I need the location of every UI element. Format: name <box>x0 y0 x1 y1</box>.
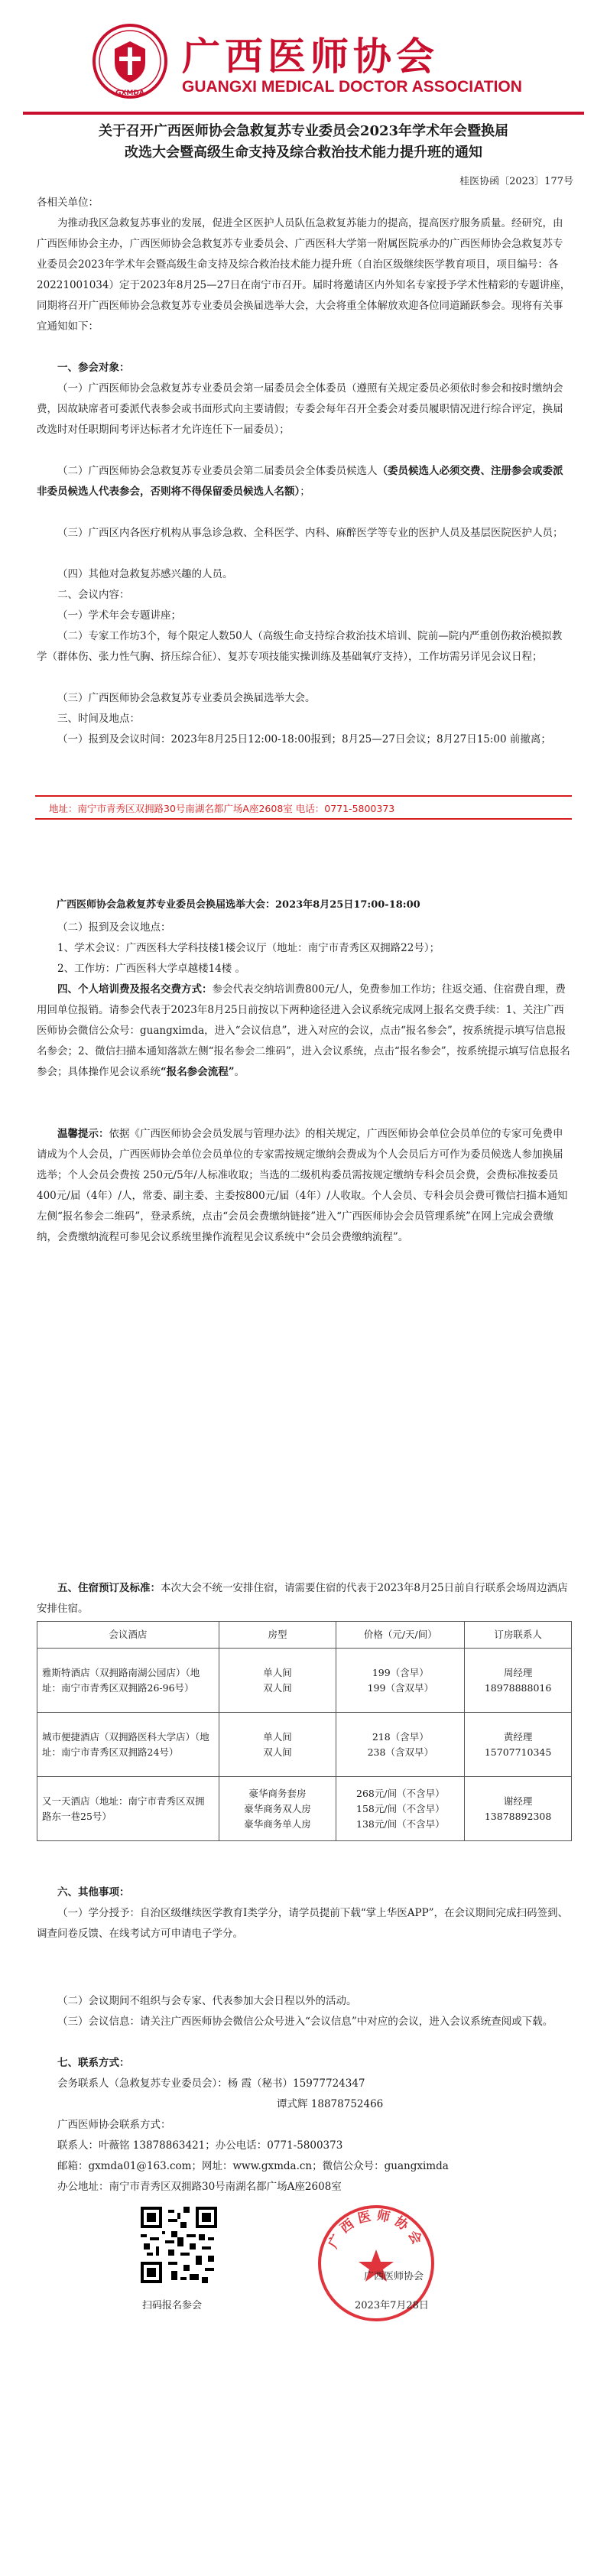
section-2-heading: 二、会议内容： <box>57 589 130 601</box>
room-contact: 周经理 18978888016 <box>465 1649 572 1713</box>
hotel-name: 又一天酒店（地址：南宁市青秀区双拥路东一巷25号） <box>37 1777 219 1841</box>
qr-label: 扫码报名参会 <box>142 2300 203 2311</box>
section-5-heading: 五、住宿预订及标准： <box>57 1582 161 1594</box>
room-price: 218（含早） 238（含双早） <box>336 1713 465 1777</box>
letterhead <box>92 23 520 106</box>
section-2-item-2: （二）专家工作坊3个，每个限定人数50人（高级生命支持综合救治技术培训、院前—院内严重创伤救治模拟教学（群体伤、张力性气胸、挤压综合征）、复苏专项技能实操训练及基础氧疗支持），工作坊需另详见会议日程； <box>37 630 563 663</box>
section-3-item-1: （一）报到及会议时间：2023年8月25日12:00-18:00报到；8月25—27日会议；8月27日15:00 前撤离； <box>57 733 551 746</box>
room-contact: 谢经理 13878892308 <box>465 1777 572 1841</box>
section-5 <box>37 1578 572 1619</box>
hotel-name: 城市便捷酒店（双拥路医科大学店）（地址：南宁市青秀区双拥路24号） <box>37 1713 219 1777</box>
section-4-end: 。 <box>234 1066 245 1078</box>
notice-label: 温馨提示： <box>57 1128 109 1140</box>
seal-ring-text: 广西医师协会 <box>326 2207 427 2251</box>
venue-academic: 1、学术会议：广西医科大学科技楼1楼会议厅（地址：南宁市青秀区双拥路22号）； <box>57 942 440 954</box>
contact-address: 办公地址：南宁市青秀区双拥路30号南湖名都广场A座2608室 <box>57 2181 342 2193</box>
signature-org: 广西医师协会 <box>364 2271 424 2282</box>
contact-person: 联系人：叶薇铭 13878863421；办公电话：0771-5800373 <box>57 2139 343 2152</box>
section-4-text: 参会代表交纳培训费800元/人，免费参加工作坊；往返交通、住宿费自理，费用回单位报销。请参会代表于2023年8月25日前按以下两种途径进入会议系统完成网上报名交费手续：1、关注广西医师协会微信公众号：guangximda，进入“会议信息”，进入对应的会议，点击“报名参会”，按系统提示填写信息报名参会；2、微信扫描本通知落款左侧“报名参会二维码”，进入会议系统，点击“报名参会”，按系统提示填写信息报名参会；具体操作见会议系统 <box>37 983 570 1078</box>
section-3-heading: 三、时间及地点： <box>57 713 140 725</box>
section-6-item-2: （二）会议期间不组织与会专家、代表参加大会日程以外的活动。 <box>57 1995 357 2007</box>
notice-paragraph <box>37 1124 572 1248</box>
room-price: 199（含早） 199（含双早） <box>336 1649 465 1713</box>
s1-2-bold: （委员候选人必须交费、注册参会或委派非委员候选人代表参会，否则将不得保留委员候选人名额） <box>37 465 563 498</box>
section-4-flow: “报名参会流程” <box>161 1066 235 1078</box>
section-1-heading: 一、参会对象： <box>57 362 130 374</box>
venue-workshop: 2、工作坊：广西医科大学卓越楼14楼 。 <box>57 963 246 975</box>
notice-text: 依据《广西医师协会会员发展与管理办法》的相关规定，广西医师协会单位会员单位的专家可免费申请成为个人会员，广西医师协会单位会员单位的专家需按规定缴纳会费成为个人会员后方可作为委员候选人参加换届选举；个人会员会费按 250元/5年/人标准收取；当选的二级机构委员需按规定缴纳专科会员会费，会费标准按委员400元/届（4年）/人，常委、副主委、主委按800元/届（4年）/人收取。个人会员、专科会员会费可微信扫描本通知左侧“报名参会二维码”，登录系统，点击“会员会费缴纳链接”进入“广西医师协会会员管理系统”在网上完成会费缴纳，会费缴纳流程可参见会议系统里操作流程见会议系统中“会员会费缴纳流程”。 <box>37 1128 568 1243</box>
section-6-heading: 六、其他事项： <box>57 1886 130 1899</box>
room-price: 268元/间（不含早） 158元/间（不含早） 138元/间（不含早） <box>336 1777 465 1841</box>
signature-date: 2023年7月28日 <box>355 2300 429 2311</box>
document-number: 桂医协函〔2023〕177号 <box>459 176 573 187</box>
section-6-item-3: （三）会议信息：请关注广西医师协会微信公众号进入“会议信息”中对应的会议，进入会议系统查阅或下载。 <box>57 2016 553 2028</box>
section-7-heading: 七、联系方式： <box>57 2057 130 2069</box>
col-hotel: 会议酒店 <box>37 1622 219 1649</box>
association-logo-icon <box>92 23 168 99</box>
contact-association-title: 广西医师协会联系方式： <box>57 2119 171 2131</box>
table-row <box>37 1649 572 1713</box>
room-type: 单人间 双人间 <box>219 1713 336 1777</box>
section-6-item-1: （一）学分授予：自治区级继续医学教育I类学分，请学员提前下载“掌上华医APP”，在会议期间完成扫码签到、调查问卷反馈、在线考试方可申请电子学分。 <box>37 1907 569 1940</box>
address-divider-bottom <box>35 818 572 820</box>
section-4 <box>37 979 572 1083</box>
title-line-1: 关于召开广西医师协会急救复苏专业委员会2023年学术年会暨换届 <box>98 123 509 139</box>
contact-committee-2: 谭式辉 18878752466 <box>277 2098 384 2110</box>
section-5-text: 本次大会不统一安排住宿，请需要住宿的代表于2023年8月25日前自行联系会场周边酒店安排住宿。 <box>37 1582 568 1615</box>
org-name-en: GUANGXI MEDICAL DOCTOR ASSOCIATION <box>182 78 522 96</box>
room-contact: 黄经理 15707710345 <box>465 1713 572 1777</box>
section-1-item-4: （四）其他对急救复苏感兴趣的人员。 <box>57 568 233 580</box>
section-1-item-3: （三）广西区内各医疗机构从事急诊急救、全科医学、内科、麻醉医学等专业的医护人员及基层医院医护人员； <box>57 527 563 539</box>
org-name-cn: 广西医师协会 <box>182 34 439 79</box>
contact-committee: 会务联系人（急救复苏专业委员会）：杨 霞（秘书）15977724347 <box>57 2077 365 2090</box>
section-1-item-1: （一）广西医师协会急救复苏专业委员会第一届委员会全体委员（遵照有关规定委员必须依时参会和按时缴纳会费，因故缺席者可委派代表参会或书面形式向主要请假；专委会每年召开全委会对委员履职情况进行综合评定，换届改选时对任职期间考评达标者才允许连任下一届委员）； <box>37 382 563 436</box>
table-row <box>37 1777 572 1841</box>
header-divider <box>23 112 584 115</box>
s1-2-end: ； <box>300 486 310 498</box>
intro-paragraph: 为推动我区急救复苏事业的发展，促进全区医护人员队伍急救复苏能力的提高，提高医疗服务质量。经研究，由广西医师协会主办，广西医师协会急救复苏专业委员会、广西医科大学第一附属医院承办的广西医师协会急救复苏专业委员会2023年学术年会暨高级生命支持及综合救治技术能力提升班（自治区级继续医学教育项目，项目编号：各20221001034）定于2023年8月25—27日在南宁市召开。届时将邀请区内外知名专家授予学术性精彩的专题讲座，同期将召开广西医师协会急救复苏专业委员会换届选举大会，大会将重全体解放欢迎各位同道踊跃参会。现将有关事宜通知如下： <box>37 217 571 333</box>
hotel-table-header <box>37 1622 572 1649</box>
hotel-table <box>37 1621 572 1841</box>
section-4-heading: 四、个人培训费及报名交费方式： <box>57 983 213 996</box>
election-time: 广西医师协会急救复苏专业委员会换届选举大会：2023年8月25日17:00-18:00 <box>57 899 420 911</box>
col-room: 房型 <box>219 1622 336 1649</box>
col-contact: 订房联系人 <box>465 1622 572 1649</box>
hotel-name: 雅斯特酒店（双拥路南湖公园店）（地址：南宁市青秀区双拥路26-96号） <box>37 1649 219 1713</box>
contact-email: 邮箱：gxmda01@163.com；网址：www.gxmda.cn；微信公众号：guangximda <box>57 2160 449 2172</box>
svg-text:广西医师协会 <box>325 2207 427 2251</box>
logo-text: GXMDA <box>115 89 144 97</box>
room-type: 单人间 双人间 <box>219 1649 336 1713</box>
section-1-item-2 <box>37 461 572 502</box>
section-2-item-1: （一）学术年会专题讲座； <box>57 609 181 622</box>
address-divider-top <box>35 795 572 797</box>
section-2-item-3: （三）广西医师协会急救复苏专业委员会换届选举大会。 <box>57 692 316 704</box>
title-line-2: 改选大会暨高级生命支持及综合救治技术能力提升班的通知 <box>125 145 482 161</box>
room-type: 豪华商务套房 豪华商务双人房 豪华商务单人房 <box>219 1777 336 1841</box>
greeting: 各相关单位： <box>37 197 99 209</box>
document-title <box>31 121 576 164</box>
col-price: 价格（元/天/间） <box>336 1622 465 1649</box>
association-address: 地址：南宁市青秀区双拥路30号南湖名都广场A座2608室 电话：0771-5800373 <box>49 803 395 814</box>
s1-2-text: （二）广西医师协会急救复苏专业委员会第二届委员会全体委员候选人 <box>57 465 378 477</box>
registration-qr-code-icon[interactable] <box>141 2207 217 2283</box>
table-row <box>37 1713 572 1777</box>
section-3-item-2: （二）报到及会议地点： <box>57 921 171 934</box>
